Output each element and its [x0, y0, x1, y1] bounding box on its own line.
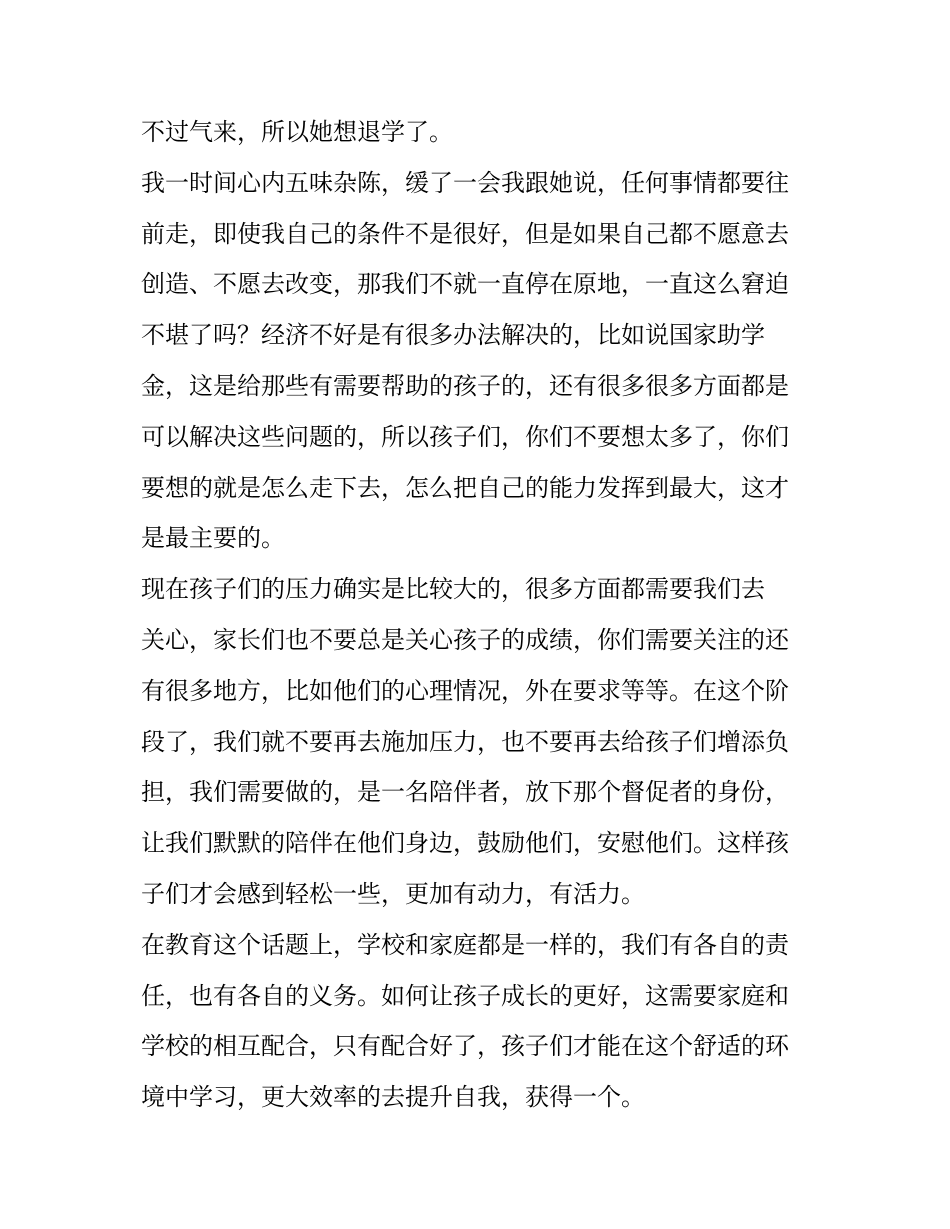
text-line: 不过气来，所以她想退学了。	[141, 118, 453, 146]
text-line: 要想的就是怎么走下去，怎么把自己的能力发挥到最大，这才	[141, 473, 789, 502]
body-text	[141, 107, 821, 1123]
text-line: 担，我们需要做的，是一名陪伴者，放下那个督促者的身份，	[141, 778, 789, 807]
text-line: 段了，我们就不要再去施加压力，也不要再去给孩子们增添负	[141, 727, 789, 756]
text-line: 有很多地方，比如他们的心理情况，外在要求等等。在这个阶	[141, 676, 789, 705]
text-line: 创造、不愿去改变，那我们不就一直停在原地，一直这么窘迫	[141, 270, 789, 299]
text-line: 不堪了吗？经济不好是有很多办法解决的，比如说国家助学	[141, 321, 765, 350]
text-line: 可以解决这些问题的，所以孩子们，你们不要想太多了，你们	[141, 422, 789, 451]
text-line: 任，也有各自的义务。如何让孩子成长的更好，这需要家庭和	[141, 981, 789, 1010]
text-line: 在教育这个话题上，学校和家庭都是一样的，我们有各自的责	[141, 930, 789, 959]
text-line: 学校的相互配合，只有配合好了，孩子们才能在这个舒适的环	[141, 1032, 789, 1061]
text-line: 让我们默默的陪伴在他们身边，鼓励他们，安慰他们。这样孩	[141, 829, 789, 858]
text-line: 关心，家长们也不要总是关心孩子的成绩，你们需要关注的还	[141, 625, 789, 654]
text-line: 金，这是给那些有需要帮助的孩子的，还有很多很多方面都是	[141, 371, 789, 400]
text-line: 我一时间心内五味杂陈，缓了一会我跟她说，任何事情都要往	[141, 168, 789, 197]
text-line: 境中学习，更大效率的去提升自我，获得一个。	[141, 1083, 645, 1112]
text-line: 子们才会感到轻松一些，更加有动力，有活力。	[141, 879, 645, 908]
text-line: 前走，即使我自己的条件不是很好，但是如果自己都不愿意去	[141, 219, 789, 248]
text-line: 现在孩子们的压力确实是比较大的，很多方面都需要我们去	[141, 575, 765, 604]
text-line: 是最主要的。	[141, 524, 285, 553]
